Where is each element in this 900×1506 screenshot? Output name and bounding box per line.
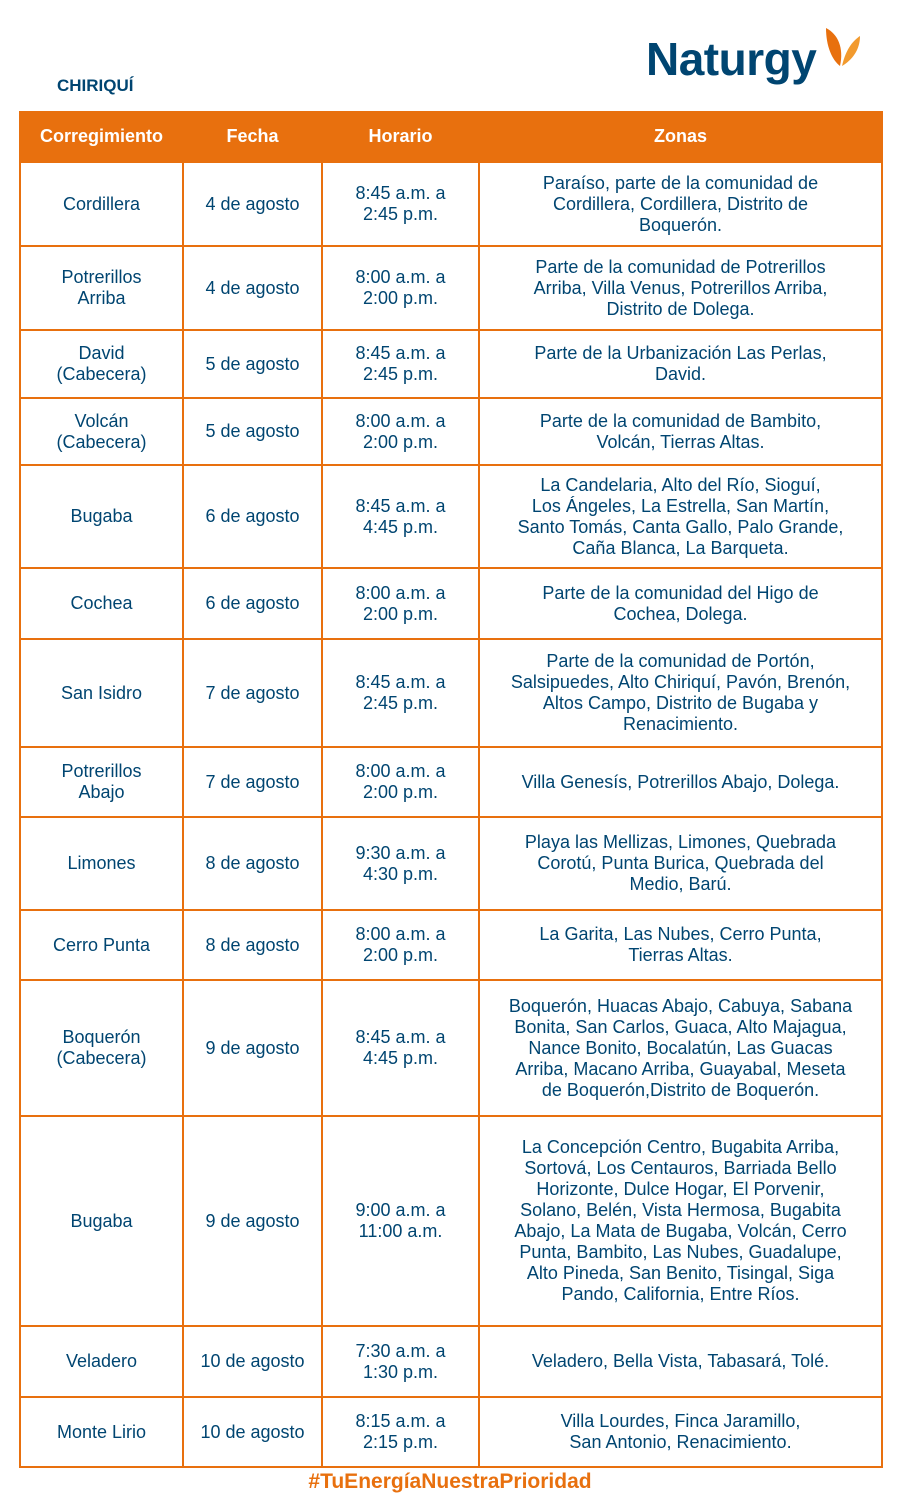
cell-corregimiento: David (Cabecera): [20, 330, 183, 398]
cell-zonas: Parte de la comunidad de Potrerillos Arriba, Villa Venus, Potrerillos Arriba, Distrito de Dolega.: [479, 246, 882, 330]
butterfly-icon: [818, 26, 864, 76]
cell-fecha: 8 de agosto: [183, 910, 322, 980]
cell-fecha: 6 de agosto: [183, 568, 322, 639]
cell-fecha: 4 de agosto: [183, 162, 322, 246]
header-corregimiento: Corregimiento: [20, 111, 183, 162]
cell-horario: 9:00 a.m. a 11:00 a.m.: [322, 1116, 479, 1326]
cell-corregimiento: Bugaba: [20, 465, 183, 568]
cell-corregimiento: Cerro Punta: [20, 910, 183, 980]
cell-zonas: Parte de la comunidad de Portón, Salsipuedes, Alto Chiriquí, Pavón, Brenón, Altos Campo, Distrito de Bugaba y Renacimiento.: [479, 639, 882, 747]
table-row: [20, 817, 882, 910]
cell-zonas: Villa Lourdes, Finca Jaramillo, San Antonio, Renacimiento.: [479, 1397, 882, 1467]
cell-horario: 8:00 a.m. a 2:00 p.m.: [322, 910, 479, 980]
cell-zonas: Parte de la comunidad del Higo de Cochea, Dolega.: [479, 568, 882, 639]
table-row: [20, 330, 882, 398]
cell-fecha: 7 de agosto: [183, 639, 322, 747]
cell-horario: 8:00 a.m. a 2:00 p.m.: [322, 747, 479, 817]
cell-horario: 8:00 a.m. a 2:00 p.m.: [322, 398, 479, 465]
cell-horario: 9:30 a.m. a 4:30 p.m.: [322, 817, 479, 910]
cell-corregimiento: Bugaba: [20, 1116, 183, 1326]
cell-fecha: 4 de agosto: [183, 246, 322, 330]
cell-fecha: 9 de agosto: [183, 980, 322, 1116]
cell-fecha: 7 de agosto: [183, 747, 322, 817]
table-row: [20, 162, 882, 246]
cell-zonas: Playa las Mellizas, Limones, Quebrada Corotú, Punta Burica, Quebrada del Medio, Barú.: [479, 817, 882, 910]
logo-wordmark: Naturgy: [646, 33, 817, 85]
cell-zonas: Parte de la comunidad de Bambito, Volcán, Tierras Altas.: [479, 398, 882, 465]
table-row: [20, 910, 882, 980]
cell-zonas: Boquerón, Huacas Abajo, Cabuya, Sabana Bonita, San Carlos, Guaca, Alto Majagua, Nance Bonito, Bocalatún, Las Guacas Arriba, Macano Arriba, Guayabal, Meseta de Boquerón,Distrito de Boquerón.: [479, 980, 882, 1116]
table-row: [20, 465, 882, 568]
cell-horario: 8:45 a.m. a 2:45 p.m.: [322, 639, 479, 747]
header-horario: Horario: [322, 111, 479, 162]
table-header-row: [20, 111, 882, 162]
cell-zonas: La Garita, Las Nubes, Cerro Punta, Tierras Altas.: [479, 910, 882, 980]
cell-fecha: 9 de agosto: [183, 1116, 322, 1326]
cell-horario: 8:00 a.m. a 2:00 p.m.: [322, 568, 479, 639]
header-fecha: Fecha: [183, 111, 322, 162]
cell-zonas: Villa Genesís, Potrerillos Abajo, Dolega.: [479, 747, 882, 817]
cell-corregimiento: Limones: [20, 817, 183, 910]
header-zonas: Zonas: [479, 111, 882, 162]
cell-horario: 8:45 a.m. a 4:45 p.m.: [322, 465, 479, 568]
table-row: [20, 398, 882, 465]
naturgy-logo: [646, 26, 864, 85]
table-row: [20, 1326, 882, 1397]
cell-zonas: La Concepción Centro, Bugabita Arriba, Sortová, Los Centauros, Barriada Bello Horizonte, Dulce Hogar, El Porvenir, Solano, Belén, Vista Hermosa, Bugabita Abajo, La Mata de Bugaba, Volcán, Cerro Punta, Bambito, Las Nubes, Guadalupe, Alto Pineda, San Benito, Tisingal, Siga Pando, California, Entre Ríos.: [479, 1116, 882, 1326]
table-row: [20, 246, 882, 330]
cell-horario: 7:30 a.m. a 1:30 p.m.: [322, 1326, 479, 1397]
cell-horario: 8:45 a.m. a 2:45 p.m.: [322, 330, 479, 398]
region-title: CHIRIQUÍ: [57, 76, 134, 95]
cell-fecha: 5 de agosto: [183, 330, 322, 398]
cell-zonas: La Candelaria, Alto del Río, Sioguí, Los Ángeles, La Estrella, San Martín, Santo Tomás, Canta Gallo, Palo Grande, Caña Blanca, La Barqueta.: [479, 465, 882, 568]
cell-corregimiento: Monte Lirio: [20, 1397, 183, 1467]
cell-corregimiento: Potrerillos Arriba: [20, 246, 183, 330]
cell-corregimiento: San Isidro: [20, 639, 183, 747]
schedule-table: [19, 111, 883, 1468]
table-row: [20, 980, 882, 1116]
cell-fecha: 6 de agosto: [183, 465, 322, 568]
cell-zonas: Paraíso, parte de la comunidad de Cordillera, Cordillera, Distrito de Boquerón.: [479, 162, 882, 246]
table-row: [20, 1116, 882, 1326]
table-row: [20, 639, 882, 747]
table-row: [20, 1397, 882, 1467]
cell-horario: 8:15 a.m. a 2:15 p.m.: [322, 1397, 479, 1467]
cell-zonas: Parte de la Urbanización Las Perlas, David.: [479, 330, 882, 398]
cell-horario: 8:00 a.m. a 2:00 p.m.: [322, 246, 479, 330]
cell-horario: 8:45 a.m. a 2:45 p.m.: [322, 162, 479, 246]
cell-zonas: Veladero, Bella Vista, Tabasará, Tolé.: [479, 1326, 882, 1397]
cell-fecha: 5 de agosto: [183, 398, 322, 465]
table-row: [20, 568, 882, 639]
cell-corregimiento: Volcán (Cabecera): [20, 398, 183, 465]
cell-horario: 8:45 a.m. a 4:45 p.m.: [322, 980, 479, 1116]
cell-fecha: 10 de agosto: [183, 1326, 322, 1397]
cell-corregimiento: Boquerón (Cabecera): [20, 980, 183, 1116]
cell-corregimiento: Cochea: [20, 568, 183, 639]
cell-corregimiento: Cordillera: [20, 162, 183, 246]
cell-fecha: 8 de agosto: [183, 817, 322, 910]
campaign-hashtag: #TuEnergíaNuestraPrioridad: [308, 1470, 592, 1493]
cell-corregimiento: Potrerillos Abajo: [20, 747, 183, 817]
table-row: [20, 747, 882, 817]
cell-fecha: 10 de agosto: [183, 1397, 322, 1467]
cell-corregimiento: Veladero: [20, 1326, 183, 1397]
